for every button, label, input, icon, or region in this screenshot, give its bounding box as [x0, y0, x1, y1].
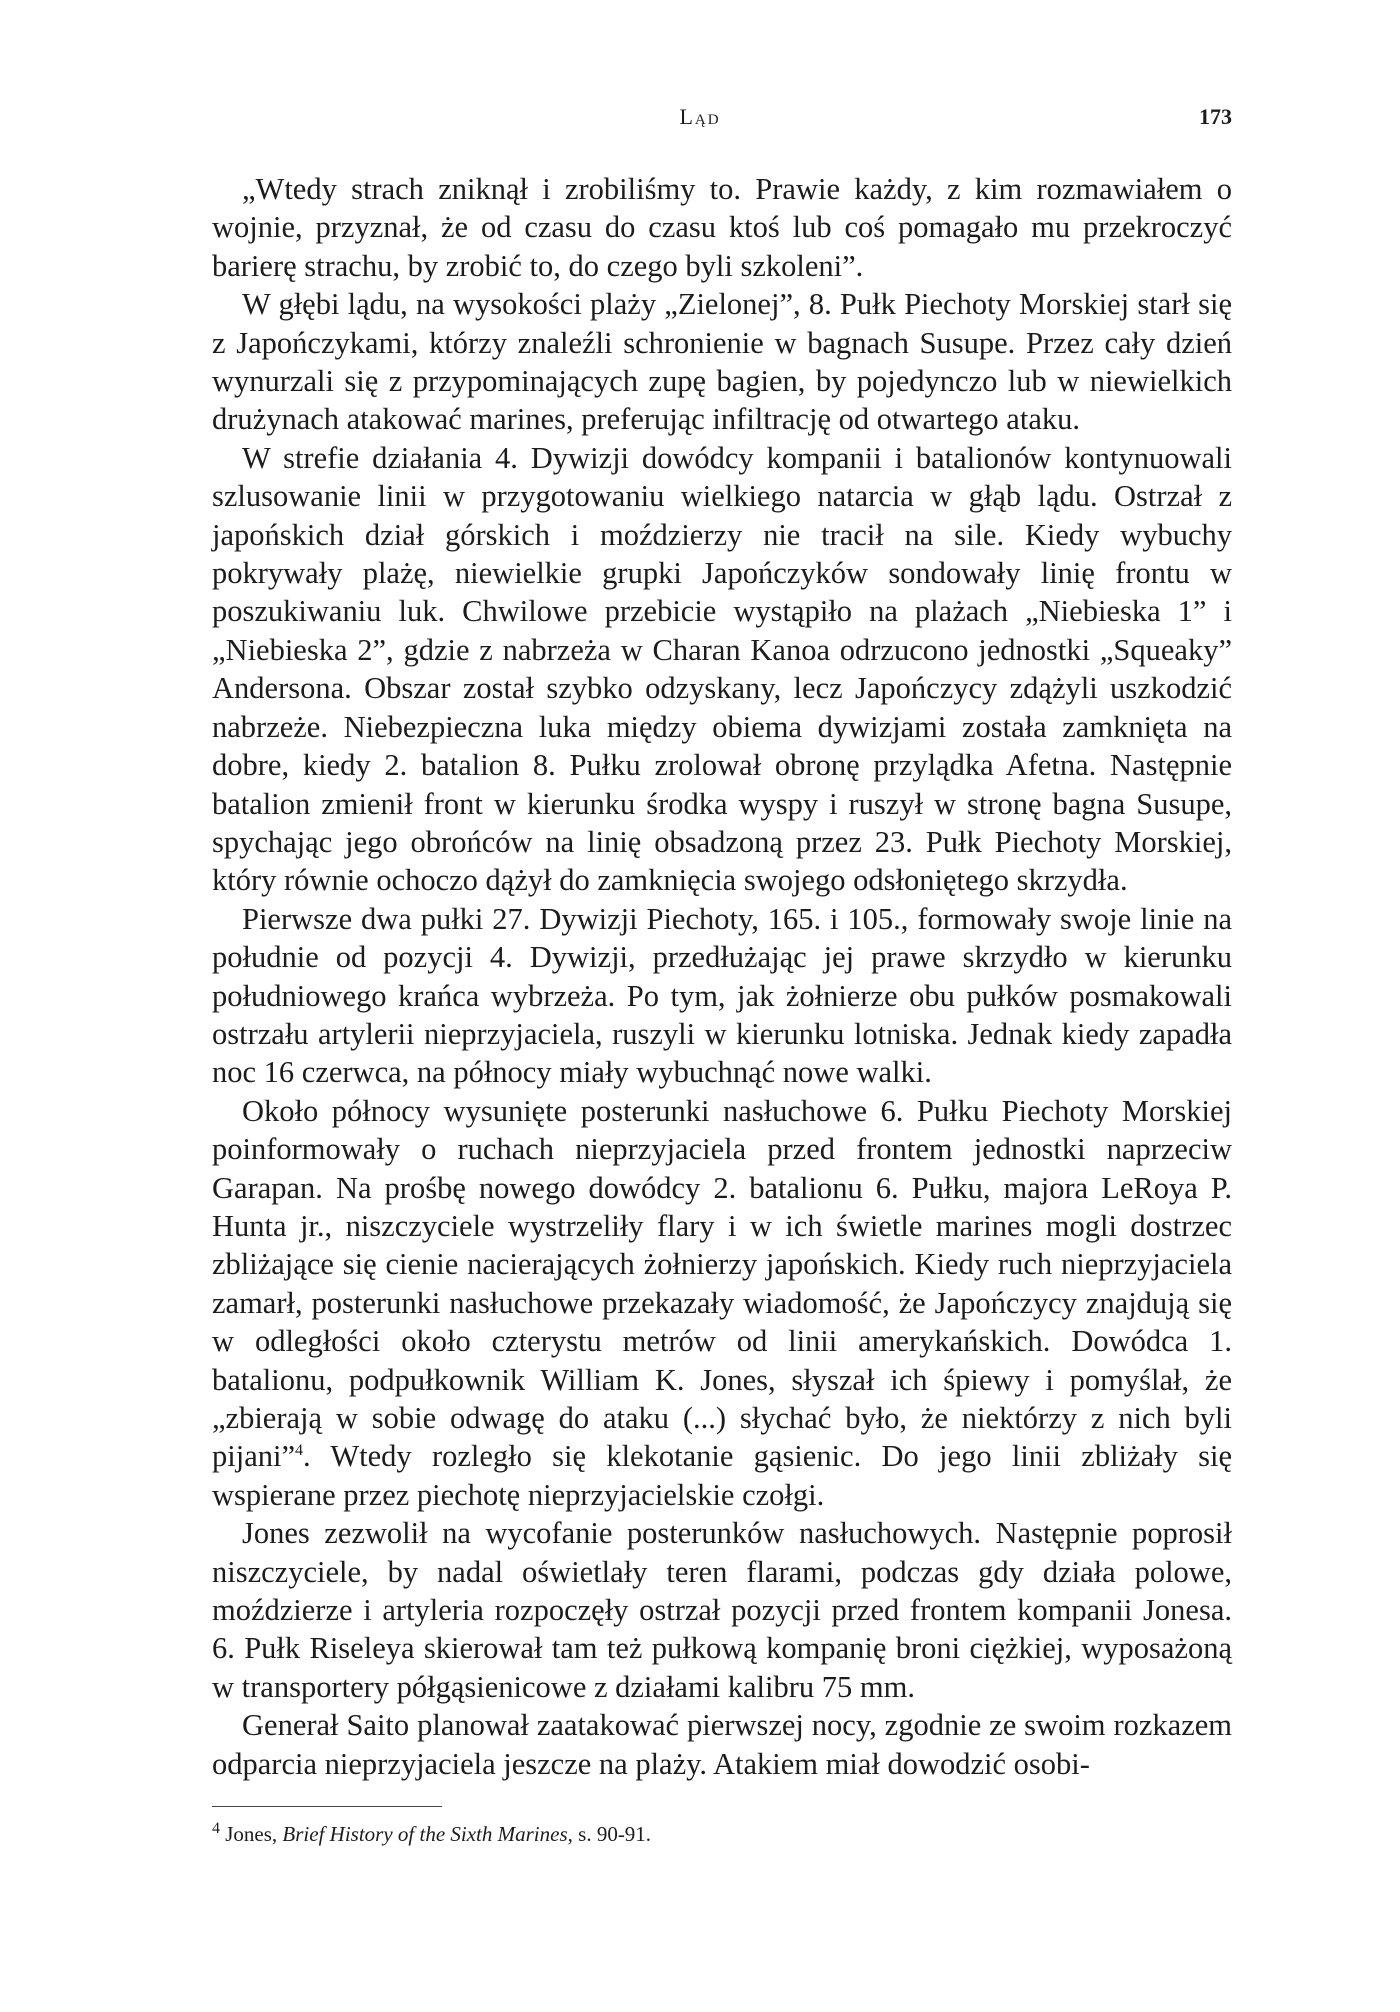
paragraph: Generał Saito planował zaatakować pierwszej nocy, zgodnie ze swoim rozkazem odparcia nieprzyjaciela jeszcze na plaży. Atakiem miał dowodzić osobi- — [212, 1708, 1232, 1781]
footnote — [212, 1820, 1232, 1848]
paragraph: W strefie działania 4. Dywizji dowódcy kompanii i batalionów kontynuowali szlusowanie linii w przygotowaniu wielkiego natarcia w głąb lądu. Ostrzał z japońskich dział górskich i moździerzy nie tracił na sile. Kiedy wybuchy pokrywały plażę, niewielkie grupki Japończyków sondowały linię frontu w poszukiwaniu luk. Chwilowe przebicie wystąpiło na plażach „Niebieska 1” i „Niebieska 2”, gdzie z nabrzeża w Charan Kanoa odrzucono jednostki „Squeaky” Andersona. Obszar został szybko odzyskany, lecz Japończycy zdążyli uszkodzić nabrzeże. Niebezpieczna luka między obiema dywizjami została zamknięta na dobre, kiedy 2. batalion 8. Pułku zrolował obronę przylądka Afetna. Następnie batalion zmienił front w kierunku środka wyspy i ruszył w stronę bagna Susupe, spychając jego obrońców na linię obsadzoną przez 23. Pułk Piechoty Morskiej, który równie ochoczo dążył do zamknięcia swojego odsłoniętego skrzydła. — [212, 440, 1232, 898]
body-text — [212, 170, 1232, 1783]
page-number: 173 — [1199, 104, 1232, 129]
footnote-title: Brief History of the Sixth Marines — [282, 1822, 568, 1846]
footnote-author: Jones, — [225, 1822, 278, 1846]
footnote-divider — [212, 1806, 442, 1807]
paragraph: „Wtedy strach zniknął i zrobiliśmy to. Prawie każdy, z kim rozmawiałem o wojnie, przyznał, że od czasu do czasu ktoś lub coś pomagało mu przekroczyć barierę strachu, by zrobić to, do czego byli szkoleni”. — [212, 172, 1232, 283]
footnote-marker: 4 — [212, 1820, 220, 1837]
paragraph: Pierwsze dwa pułki 27. Dywizji Piechoty, 165. i 105., formowały swoje linie na południe od pozycji 4. Dywizji, przedłużając jej prawe skrzydło w kierunku południowego krańca wybrzeża. Po tym, jak żołnierze obu pułków posmakowali ostrzału artylerii nieprzyjaciela, ruszyli w kierunku lotniska. Jednak kiedy zapadła noc 16 czerwca, na północy miały wybuchnąć nowe walki. — [212, 901, 1232, 1090]
paragraph: W głębi lądu, na wysokości plaży „Zielonej”, 8. Pułk Piechoty Morskiej starł się z Japończykami, którzy znaleźli schronienie w bagnach Susupe. Przez cały dzień wynurzali się z przypominających zupę bagien, by pojedynczo lub w niewielkich drużynach atakować marines, preferując infiltrację od otwartego ataku. — [212, 287, 1232, 437]
paragraph — [212, 1092, 1232, 1514]
footnote-pages: , s. 90-91. — [567, 1822, 652, 1846]
paragraph-text: Około północy wysunięte posterunki nasłuchowe 6. Pułku Piechoty Morskiej poinformowały o ruchach nieprzyjaciela przed frontem jednostki naprzeciw Garapan. Na prośbę nowego dowódcy 2. batalionu 6. Pułku, majora LeRoya P. Hunta jr., niszczyciele wystrzeliły flary i w ich świetle marines mogli dostrzec zbliżające się cienie nacierających żołnierzy japońskich. Kiedy ruch nieprzyjaciela zamarł, posterunki nasłuchowe przekazały wiadomość, że Japończycy znajdują się w odległości około czterystu metrów od linii amerykańskich. Dowódca 1. batalionu, podpułkownik William K. Jones, słyszał ich śpiewy i pomyślał, że „zbierają w sobie odwagę do ataku (...) słychać było, że niektórzy z nich byli pijani” — [212, 1093, 1232, 1474]
running-title: Ląd — [679, 104, 721, 129]
paragraph-text: . Wtedy rozległo się klekotanie gąsienic. Do jego linii zbliżały się wspierane przez piechotę nieprzyjacielskie czołgi. — [212, 1439, 1232, 1512]
footnote-reference[interactable]: 4 — [295, 1442, 303, 1460]
paragraph: Jones zezwolił na wycofanie posterunków nasłuchowych. Następnie poprosił niszczyciele, by nadal oświetlały teren flarami, podczas gdy działa polowe, moździerze i artyleria rozpoczęły ostrzał pozycji przed frontem kompanii Jonesa. 6. Pułk Riseleya skierował tam też pułkową kompanię broni ciężkiej, wyposażoną w transportery półgąsienicowe z działami kalibru 75 mm. — [212, 1516, 1232, 1704]
running-header — [0, 104, 1400, 134]
